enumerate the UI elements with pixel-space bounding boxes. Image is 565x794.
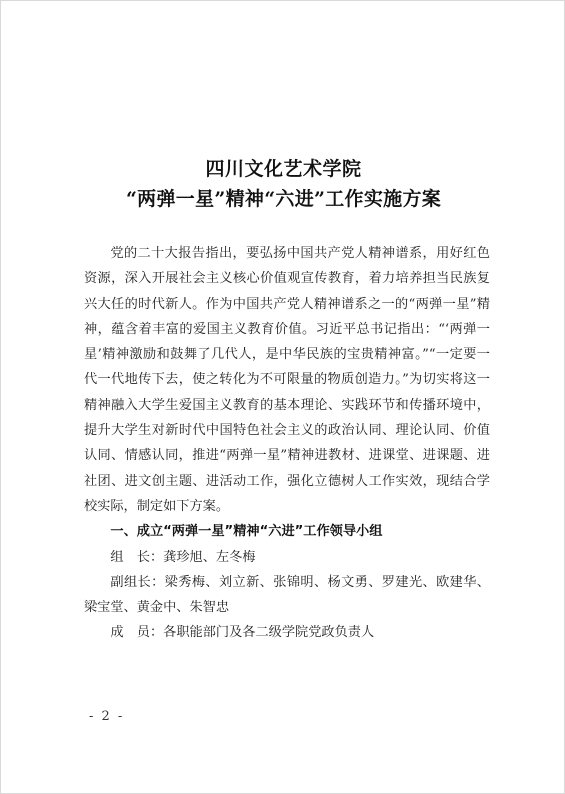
page-number: - 2 - [89,709,125,724]
member-line: 成 员：各职能部门及各二级学院党政负责人 [110,625,375,641]
document-title [1,157,565,211]
title-line-institution: 四川文化艺术学院 [205,158,362,180]
title-line-plan: “两弹一星”精神“六进”工作实施方案 [125,188,442,210]
intro-paragraph: 党的二十大报告指出，要弘扬中国共产党人精神谱系，用好红色资源，深入开展社会主义核心价值观宣传教育，着力培养担当民族复兴大任的时代新人。作为中国共产党人精神谱系之一的“两弹一星”精神，蕴含着丰富的爱国主义教育价值。习近平总书记指出：“‘两弹一星’精神激励和鼓舞了几代人，是中华民族的宝贵精神富。”“一定要一代一代地传下去，使之转化为不可限量的物质创造力。”为切实将这一精神融入大学生爱国主义教育的基本理论、实践环节和传播环境中，提升大学生对新时代中国特色社会主义的政治认同、理论认同、价值认同、情感认同，推进“两弹一星”精神进教材、进课堂、进课题、进社团、进文创主题、进活动工作，强化立德树人工作实效，现结合学校实际，制定如下方案。 [84,246,490,514]
section-heading-1: 一、成立“两弹一星”精神“六进”工作领导小组 [110,524,383,540]
deputy-leader-line: 副组长：梁秀梅、刘立新、张锦明、杨文勇、罗建光、欧建华、梁宝堂、黄金中、朱智忠 [84,574,490,616]
document-body [84,241,490,646]
leader-line: 组 长：龚珍旭、左冬梅 [110,549,256,565]
